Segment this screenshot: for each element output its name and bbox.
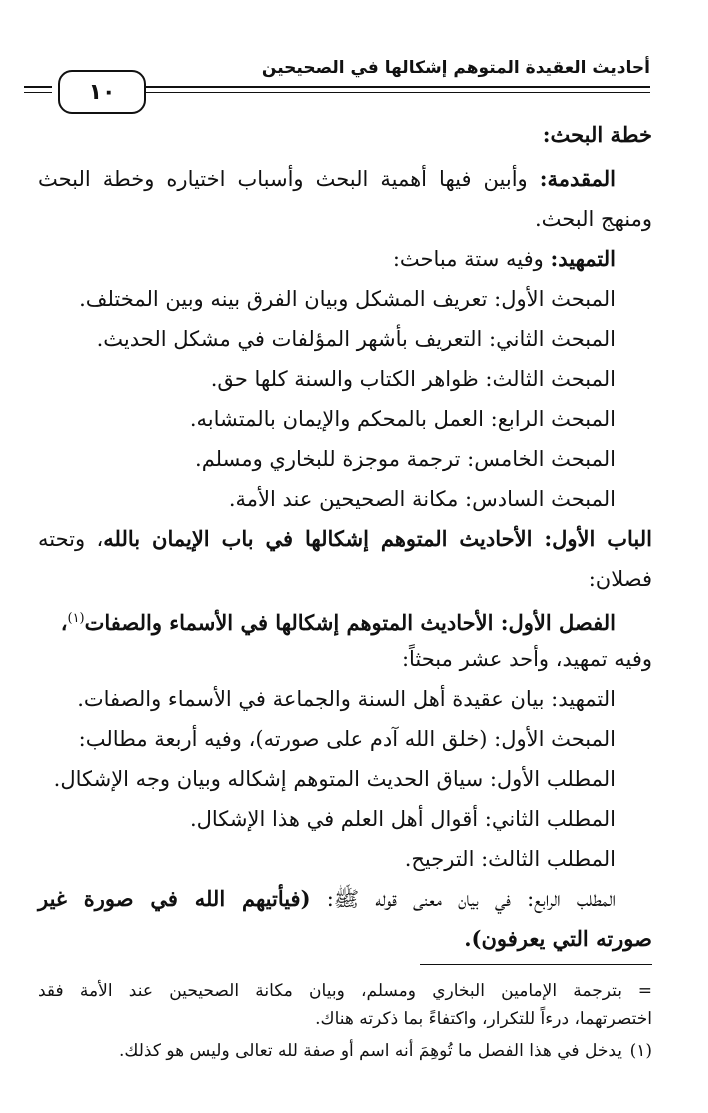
prelude-label: التمهيد:	[550, 246, 616, 271]
item4-text: المطلب الرابع: في بيان معنى قوله ﷺ:	[310, 887, 617, 911]
footnote-text: بترجمة الإمامين البخاري ومسلم، وبيان مكانة الصحيحين عند الأمة فقد	[38, 981, 622, 1001]
part1-tail: ، وتحته	[38, 527, 104, 551]
item4-quote: (فيأتيهم الله في صورة غير	[38, 886, 311, 911]
intro-paragraph-cont: ومنهج البحث.	[534, 207, 652, 231]
list-item: المبحث الأول: تعريف المشكل وبيان الفرق بينه وبين المختلف.	[79, 287, 616, 311]
header-dash-thin	[24, 92, 52, 93]
intro-text: وأبين فيها أهمية البحث وأسباب اختياره وخطة البحث	[38, 167, 540, 191]
list-item: المبحث السادس: مكانة الصحيحين عند الأمة.	[228, 487, 616, 511]
list-item: التمهيد: بيان عقيدة أهل السنة والجماعة في الأسماء والصفات.	[77, 687, 616, 711]
intro-label: المقدمة:	[539, 166, 616, 191]
list-item: المطلب الثاني: أقوال أهل العلم في هذا الإشكال.	[189, 807, 616, 831]
chapter1-title: الأحاديث المتوهم إشكالها في الأسماء والصفات	[84, 610, 501, 635]
list-item: المبحث الثاني: التعريف بأشهر المؤلفات في مشكل الحديث.	[96, 327, 616, 351]
part1-title: الأحاديث المتوهم إشكالها في باب الإيمان بالله	[103, 526, 545, 551]
header-rule	[146, 86, 650, 88]
footnote-1	[38, 1038, 652, 1064]
list-item: المطلب الأول: سياق الحديث المتوهم إشكاله وبيان وجه الإشكال.	[53, 767, 616, 791]
page-number: ١٠	[58, 70, 146, 114]
chapter1-heading-cont: وفيه تمهيد، وأحد عشر مبحثاً:	[401, 647, 652, 671]
header-rule-thin	[146, 92, 650, 93]
footnote-continuation-line2: اختصرتهما، درءاً للتكرار، واكتفاءً بما ذكرته هناك.	[315, 1009, 652, 1029]
footnote-ref[interactable]: (١)	[67, 611, 85, 626]
part1-label: الباب الأول:	[544, 526, 652, 551]
footnote-marker: (١)	[629, 1041, 652, 1061]
chapter1-label: الفصل الأول:	[500, 610, 616, 635]
footnote-text: يدخل في هذا الفصل ما تُوهِمَ أنه اسم أو صفة لله تعالى وليس هو كذلك.	[119, 1041, 622, 1061]
list-item: المطلب الثالث: الترجيح.	[404, 847, 616, 871]
plan-heading: خطة البحث:	[542, 122, 652, 147]
chapter1-comma: ،	[60, 610, 68, 635]
prelude-text: وفيه ستة مباحث:	[392, 247, 551, 271]
running-title: أحاديث العقيدة المتوهم إشكالها في الصحيحين	[261, 58, 650, 78]
continuation-marker: =	[637, 981, 652, 1001]
prelude-heading	[38, 244, 616, 274]
list-item: المبحث الأول: (خلق الله آدم على صورته)، وفيه أربعة مطالب:	[78, 727, 616, 751]
list-item	[38, 884, 616, 914]
part1-heading	[38, 524, 652, 554]
item4-quote-cont: صورته التي يعرفون).	[464, 926, 652, 951]
chapter1-heading	[38, 604, 616, 638]
list-item: المبحث الرابع: العمل بالمحكم والإيمان بالمتشابه.	[189, 407, 616, 431]
list-item: المبحث الخامس: ترجمة موجزة للبخاري ومسلم.	[195, 447, 616, 471]
list-item: المبحث الثالث: ظواهر الكتاب والسنة كلها حق.	[210, 367, 616, 391]
footnote-continuation	[38, 978, 652, 1004]
part1-heading-cont: فصلان:	[588, 567, 652, 591]
footnote-separator	[420, 964, 652, 965]
header-dash	[24, 86, 52, 88]
page-header	[34, 52, 650, 114]
intro-paragraph	[38, 164, 616, 194]
